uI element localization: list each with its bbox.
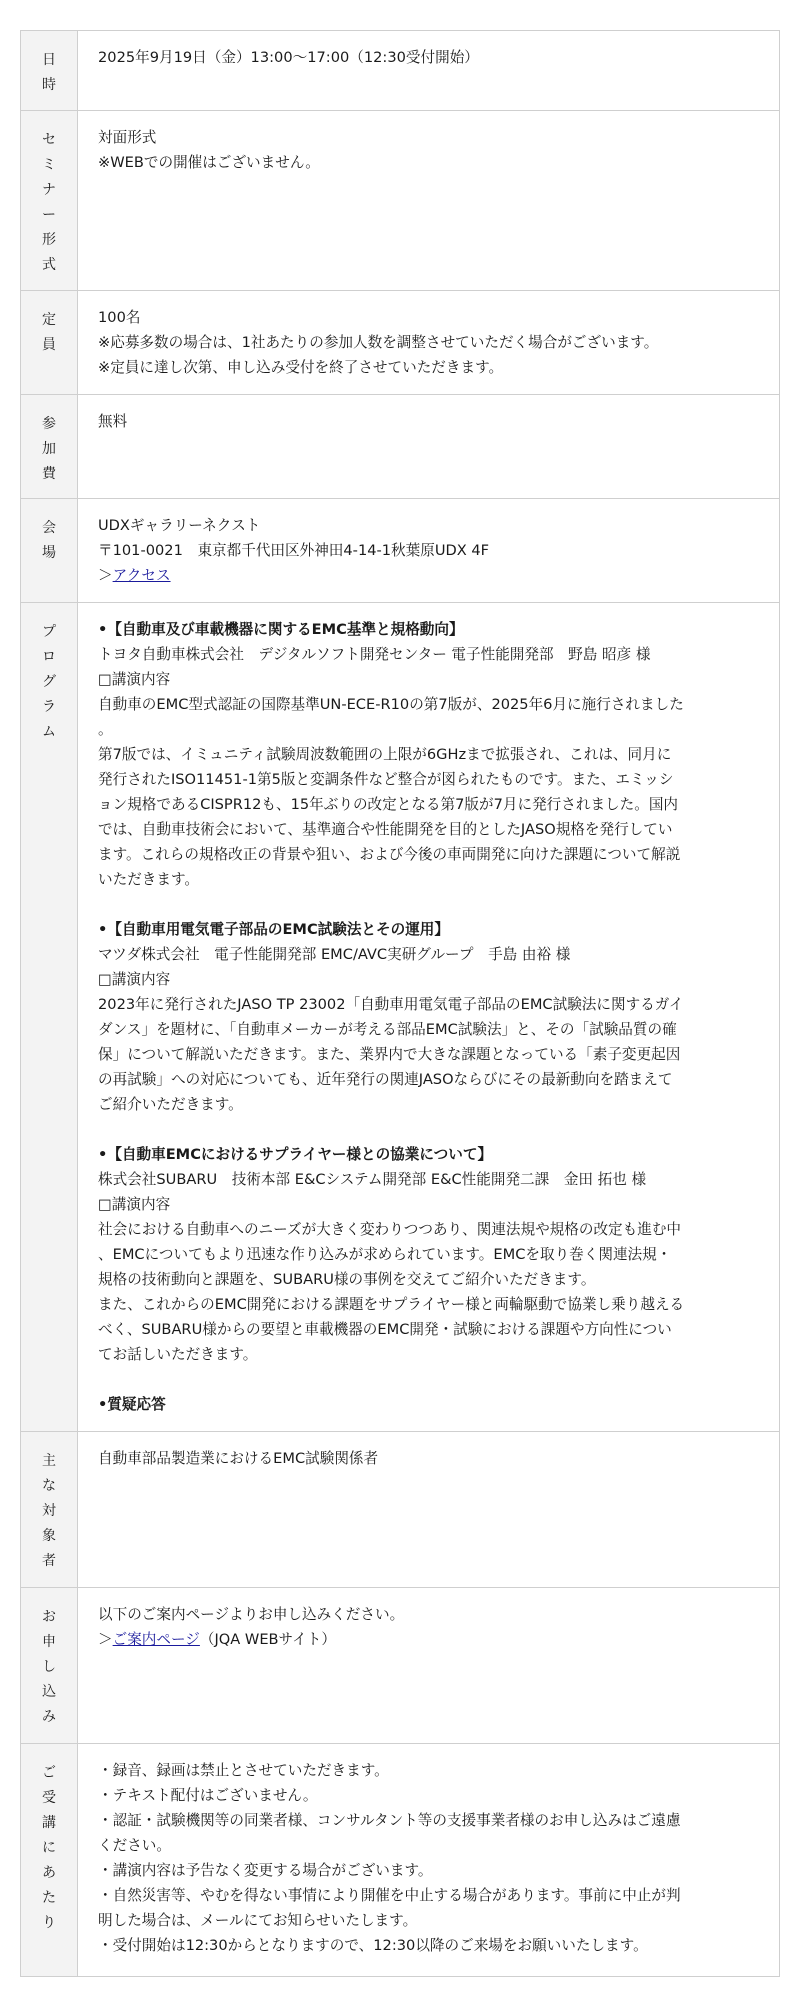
- session-body-line: ョン規格であるCISPR12も、15年ぶりの改定となる第7版が7月に発行されました。国内: [98, 796, 679, 813]
- row-content: [78, 291, 780, 395]
- row-fee: [21, 395, 780, 499]
- row-venue: [21, 499, 780, 603]
- session-body-line: 保」について解説いただきます。また、業界内で大きな課題となっている「素子変更起因: [98, 1046, 681, 1063]
- session-label: □講演内容: [98, 971, 171, 988]
- session-body-line: 第7版では、イミュニティ試験周波数範囲の上限が6GHzまで拡張され、これは、同月に: [98, 746, 672, 763]
- note-line: ・録音、録画は禁止とさせていただきます。: [98, 1762, 389, 1779]
- row-header-text: ご受講にあたり: [42, 1765, 56, 1931]
- row-header-text: 参加費: [42, 416, 56, 482]
- session-title: •【自動車EMCにおけるサプライヤー様との協業について】: [98, 1146, 493, 1163]
- venue-name: UDXギャラリーネクスト: [98, 517, 261, 534]
- session-body-line: の再試験」への対応についても、近年発行の関連JASOならびにその最新動向を踏まえて: [98, 1071, 673, 1088]
- row-header: [21, 1432, 78, 1588]
- row-content: [78, 1432, 780, 1588]
- session-body-line: 規格の技術動向と課題を、SUBARU様の事例を交えてご紹介いただきます。: [98, 1271, 596, 1288]
- session-title: •【自動車用電気電子部品のEMC試験法とその運用】: [98, 921, 450, 938]
- seminar-info-table: [20, 30, 780, 1977]
- session-speaker: マツダ株式会社 電子性能開発部 EMC/AVC実研グループ 手島 由裕 様: [98, 946, 571, 963]
- row-header: [21, 291, 78, 395]
- fee-text: 無料: [98, 413, 128, 430]
- session-body-line: 社会における自動車へのニーズが大きく変わりつつあり、関連法規や規格の改定も進む中: [98, 1221, 682, 1238]
- session-body-line: 、EMCについてもより迅速な作り込みが求められています。EMCを取り巻く関連法規・: [98, 1246, 672, 1263]
- session-speaker: トヨタ自動車株式会社 デジタルソフト開発センター 電子性能開発部 野島 昭彦 様: [98, 646, 651, 663]
- row-program: [21, 603, 780, 1432]
- row-capacity: [21, 291, 780, 395]
- row-header-text: 主な対象者: [42, 1453, 56, 1569]
- row-target: [21, 1432, 780, 1588]
- row-header: [21, 395, 78, 499]
- session-body-line: ます。これらの規格改正の背景や狙い、および今後の車両開発に向けた課題について解説: [98, 846, 681, 863]
- row-content: [78, 499, 780, 603]
- row-date: [21, 31, 780, 111]
- row-header: [21, 603, 78, 1432]
- text-line: ※応募多数の場合は、1社あたりの参加人数を調整させていただく場合がございます。: [98, 334, 659, 351]
- session-body-line: べく、SUBARU様からの要望と車載機器のEMC開発・試験における課題や方向性につい: [98, 1321, 672, 1338]
- session-label: □講演内容: [98, 671, 171, 688]
- venue-address: 〒101-0021 東京都千代田区外神田4-14-1秋葉原UDX 4F: [98, 542, 490, 559]
- note-line: ・受付開始は12:30からとなりますので、12:30以降のご来場をお願いいたします。: [98, 1937, 648, 1954]
- note-line: ・講演内容は予告なく変更する場合がございます。: [98, 1862, 433, 1879]
- text-line: ※WEBでの開催はございません。: [98, 154, 320, 171]
- link-arrow: ＞: [98, 1631, 113, 1648]
- access-link[interactable]: アクセス: [112, 567, 171, 584]
- row-header-text: 会場: [42, 520, 56, 561]
- guide-page-link[interactable]: ご案内ページ: [112, 1631, 200, 1648]
- access-line: [98, 563, 759, 588]
- row-header-text: プログラム: [42, 624, 56, 740]
- row-application: [21, 1588, 780, 1744]
- link-suffix: （JQA WEBサイト）: [199, 1631, 336, 1648]
- date-text: 2025年9月19日（金）13:00～17:00（12:30受付開始）: [98, 49, 479, 66]
- row-content: [78, 395, 780, 499]
- row-header-text: お申し込み: [42, 1609, 56, 1725]
- row-header: [21, 1588, 78, 1744]
- session-body-line: てお話しいただきます。: [98, 1346, 258, 1363]
- row-notes: [21, 1744, 780, 1977]
- note-line: ・テキスト配付はございません。: [98, 1787, 318, 1804]
- note-line: ・自然災害等、やむを得ない事情により開催を中止する場合があります。事前に中止が判: [98, 1887, 681, 1904]
- guide-line: [98, 1627, 759, 1652]
- row-format: [21, 111, 780, 291]
- session-body-line: 2023年に発行されたJASO TP 23002「自動車用電気電子部品のEMC試験法に関するガイ: [98, 996, 684, 1013]
- row-header: [21, 1744, 78, 1977]
- target-text: 自動車部品製造業におけるEMC試験関係者: [98, 1450, 379, 1467]
- qa-item: •質疑応答: [98, 1396, 166, 1413]
- row-content: [78, 603, 780, 1432]
- row-content: [78, 1588, 780, 1744]
- row-header-text: 定員: [42, 312, 56, 353]
- session-body-line: では、自動車技術会において、基準適合や性能開発を目的としたJASO規格を発行してい: [98, 821, 673, 838]
- row-header: [21, 499, 78, 603]
- row-content: [78, 111, 780, 291]
- note-line: ください。: [98, 1837, 171, 1854]
- session-title: •【自動車及び車載機器に関するEMC基準と規格動向】: [98, 621, 464, 638]
- text-line: 対面形式: [98, 129, 157, 146]
- session-body-line: ダンス」を題材に、「自動車メーカーが考える部品EMC試験法」と、その「試験品質の確: [98, 1021, 677, 1038]
- session-body-line: ご紹介いただきます。: [98, 1096, 243, 1113]
- spacer: [98, 892, 759, 917]
- spacer: [98, 1117, 759, 1142]
- note-line: 明した場合は、メールにてお知らせいたします。: [98, 1912, 418, 1929]
- link-arrow: ＞: [98, 567, 113, 584]
- session-body-line: いただきます。: [98, 871, 199, 888]
- spacer: [98, 1367, 759, 1392]
- row-header: [21, 31, 78, 111]
- row-header: [21, 111, 78, 291]
- session-body-line: 。: [98, 721, 113, 738]
- session-body-line: 発行されたISO11451-1第5版と変調条件など整合が図られたものです。また、エミッシ: [98, 771, 674, 788]
- text-line: ※定員に達し次第、申し込み受付を終了させていただきます。: [98, 359, 504, 376]
- text-line: 100名: [98, 309, 141, 326]
- row-content: [78, 31, 780, 111]
- row-content: [78, 1744, 780, 1977]
- session-body-line: 自動車のEMC型式認証の国際基準UN-ECE-R10の第7版が、2025年6月に施行されました: [98, 696, 684, 713]
- session-body-line: また、これからのEMC開発における課題をサプライヤー様と両輪駆動で協業し乗り越える: [98, 1296, 685, 1313]
- session-speaker: 株式会社SUBARU 技術本部 E&Cシステム開発部 E&C性能開発二課 金田 拓也 様: [98, 1171, 647, 1188]
- row-header-text: セミナー形式: [42, 132, 56, 273]
- row-header-text: 日時: [42, 52, 56, 93]
- note-line: ・認証・試験機関等の同業者様、コンサルタント等の支援事業者様のお申し込みはご遠慮: [98, 1812, 681, 1829]
- session-label: □講演内容: [98, 1196, 171, 1213]
- application-intro: 以下のご案内ページよりお申し込みください。: [98, 1606, 405, 1623]
